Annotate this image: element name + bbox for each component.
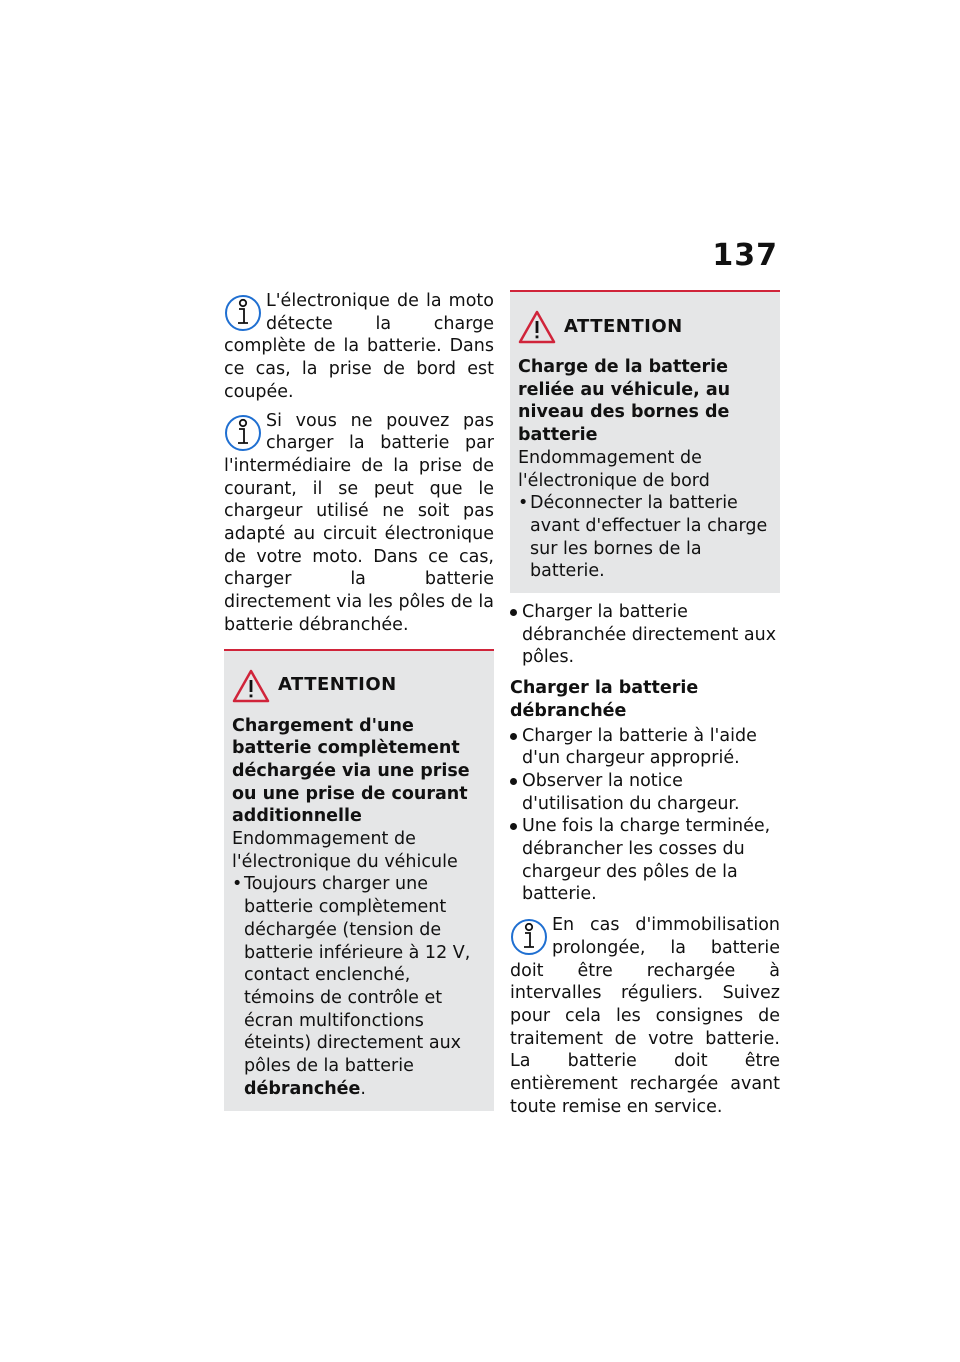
info-icon xyxy=(510,916,548,958)
warning-box xyxy=(224,649,494,1111)
list-item: Observer la notice d'utilisation du chargeur. xyxy=(510,770,780,815)
list-item xyxy=(232,873,486,1100)
page-number: 137 xyxy=(712,238,778,273)
info-note xyxy=(224,410,494,637)
info-icon xyxy=(224,292,262,334)
step-list xyxy=(510,601,780,669)
warning-effect: Endommagement de l'électronique de bord xyxy=(518,447,710,491)
list-item: Charger la batterie à l'aide d'un chargeur approprié. xyxy=(510,725,780,770)
list-item: Une fois la charge terminée, débrancher les cosses du chargeur des pôles de la batterie. xyxy=(510,815,780,906)
warning-subject: Charge de la batterie reliée au véhicule, au niveau des bornes de batterie xyxy=(518,357,731,446)
warning-title: ATTENTION xyxy=(564,315,683,337)
warning-measures xyxy=(232,873,486,1100)
warning-effect: Endommagement de l'électronique du véhicule xyxy=(232,829,458,872)
warning-header xyxy=(232,669,486,703)
info-text: En cas d'immobilisation prolongée, la batterie doit être rechargée à intervalles réguliers. Suivez pour cela les consignes de traitement de votre batterie. La batterie doit être entièrement rechargée avant toute remise en service. xyxy=(510,915,780,1117)
info-text: Si vous ne pouvez pas charger la batterie par l'intermédiaire de la prise de courant, il se peut que le chargeur utilisé ne soit pas adapté au circuit électronique de votre moto. Dans ce cas, charger la batterie directement via les pôles de la batterie débranchée. xyxy=(224,410,494,635)
list-item: • Déconnecter la batterie avant d'effectuer la charge sur les bornes de la batterie. xyxy=(518,492,772,583)
warning-header xyxy=(518,310,772,344)
list-item: Charger la batterie débranchée directement aux pôles. xyxy=(510,601,780,669)
right-column xyxy=(510,290,780,1125)
step-list xyxy=(510,725,780,907)
left-column xyxy=(224,290,494,1119)
warning-title: ATTENTION xyxy=(278,674,397,696)
info-note xyxy=(224,290,494,404)
warning-measure-end: . xyxy=(360,1078,366,1099)
warning-box xyxy=(510,290,780,593)
info-note xyxy=(510,914,780,1118)
warning-triangle-icon xyxy=(518,310,556,344)
warning-measure-text: Toujours charger une batterie complètement déchargée (tension de batterie inférieure à 12 V, contact enclenché, témoins de contrôle et écran multifonctions éteints) directement aux pôles de la batterie xyxy=(244,874,471,1077)
info-text: L'électronique de la moto détecte la charge complète de la batterie. Dans ce cas, la prise de bord est coupée. xyxy=(224,291,494,402)
warning-measure-emphasis: débranchée xyxy=(244,1078,361,1099)
warning-measures xyxy=(518,492,772,583)
info-icon xyxy=(224,412,262,454)
warning-triangle-icon xyxy=(232,669,270,703)
section-title: Charger la batterie débranchée xyxy=(510,678,699,721)
warning-subject: Chargement d'une batterie complètement déchargée via une prise ou une prise de courant additionnelle xyxy=(232,715,470,827)
